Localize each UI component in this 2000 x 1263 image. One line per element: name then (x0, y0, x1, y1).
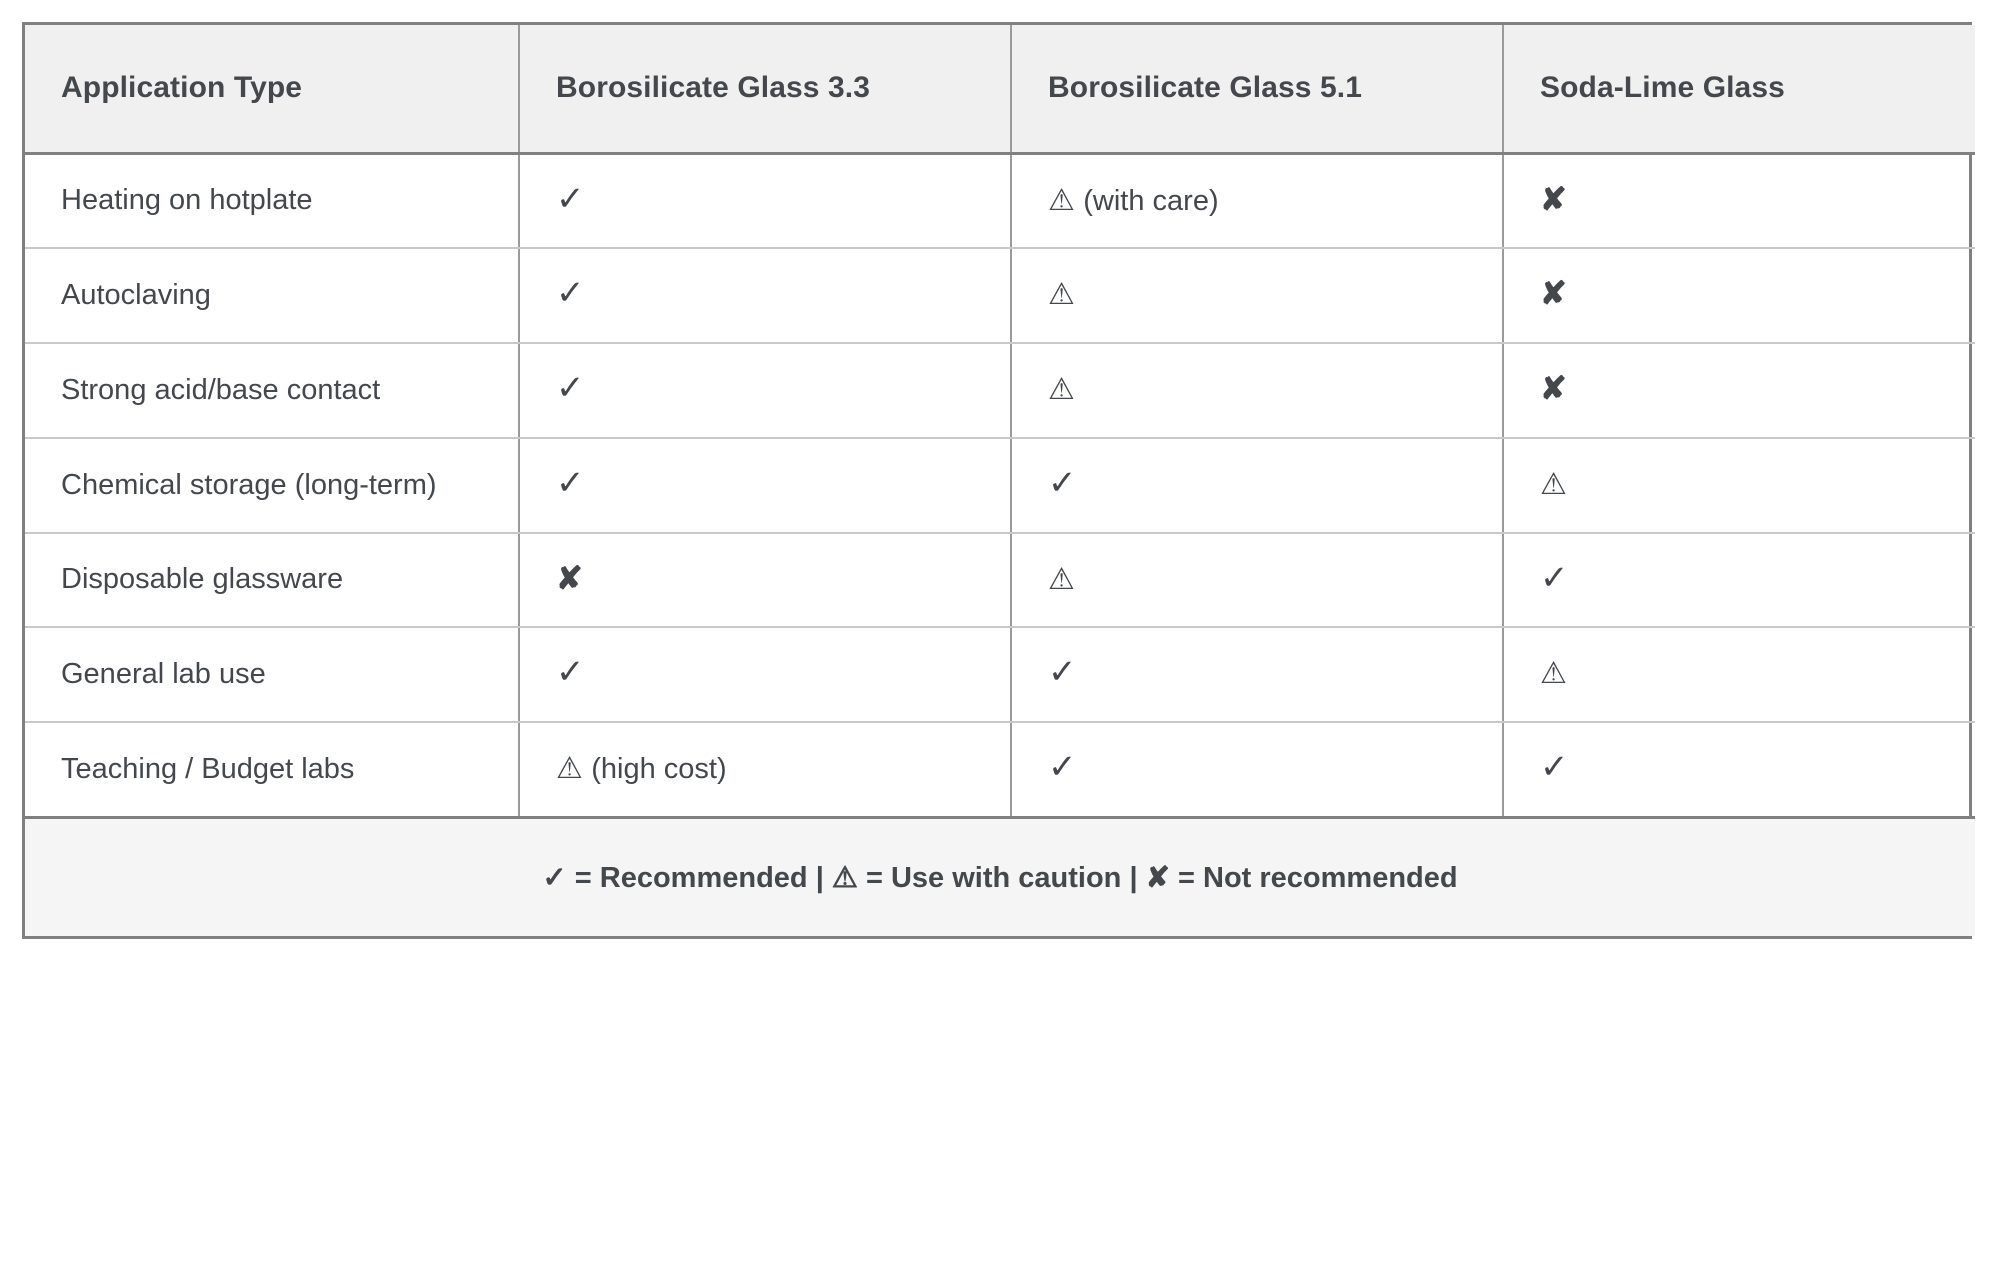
cell-soda-lime (1503, 248, 1975, 343)
check-icon: ✓ (556, 274, 585, 313)
cell-application: Teaching / Budget labs (25, 722, 519, 817)
table-row (25, 627, 1975, 722)
check-icon: ✓ (556, 369, 585, 408)
check-icon: ✓ (1048, 748, 1077, 787)
check-icon: ✓ (1048, 653, 1077, 692)
cross-icon: ✘ (1540, 275, 1567, 312)
legend-row (25, 818, 1975, 936)
check-icon: ✓ (542, 861, 567, 894)
warning-icon: ⚠ (1048, 562, 1075, 596)
cross-icon: ✘ (1540, 370, 1567, 407)
table-row (25, 153, 1975, 248)
cell-soda-lime (1503, 438, 1975, 533)
warning-icon: ⚠ (1048, 373, 1075, 407)
legend-separator: | (1129, 861, 1138, 894)
comparison-table-container (22, 22, 1972, 939)
column-header-soda-lime: Soda-Lime Glass (1503, 25, 1975, 153)
check-icon: ✓ (1540, 558, 1569, 597)
cell-application: Disposable glassware (25, 533, 519, 628)
cell-soda-lime (1503, 533, 1975, 628)
cell-boro33 (519, 533, 1011, 628)
check-icon: ✓ (1048, 463, 1077, 502)
cell-boro33 (519, 343, 1011, 438)
table-row (25, 533, 1975, 628)
cell-soda-lime (1503, 153, 1975, 248)
cell-application: Strong acid/base contact (25, 343, 519, 438)
cell-note: (high cost) (591, 753, 727, 786)
table-row (25, 343, 1975, 438)
table-footer (25, 818, 1975, 936)
warning-icon: ⚠ (831, 861, 858, 894)
glassware-comparison-table (25, 25, 1975, 936)
header-row (25, 25, 1975, 153)
table-body (25, 153, 1975, 818)
cell-boro33 (519, 627, 1011, 722)
cell-boro51 (1011, 533, 1503, 628)
cell-soda-lime (1503, 627, 1975, 722)
cell-boro33 (519, 153, 1011, 248)
cell-boro51 (1011, 438, 1503, 533)
column-header-application-type: Application Type (25, 25, 519, 153)
cell-boro33 (519, 722, 1011, 817)
cell-application: Chemical storage (long-term) (25, 438, 519, 533)
table-row (25, 722, 1975, 817)
cell-boro51 (1011, 627, 1503, 722)
cross-icon: ✘ (556, 559, 583, 596)
cell-application: Autoclaving (25, 248, 519, 343)
cell-soda-lime (1503, 722, 1975, 817)
legend-warn-text: = Use with caution (865, 861, 1122, 894)
cross-icon: ✘ (1145, 861, 1170, 894)
table-row (25, 248, 1975, 343)
legend-check-text: = Recommended (574, 861, 808, 894)
cell-boro51 (1011, 343, 1503, 438)
check-icon: ✓ (556, 463, 585, 502)
legend (25, 818, 1975, 936)
cell-boro51 (1011, 153, 1503, 248)
warning-icon: ⚠ (1540, 657, 1567, 691)
cell-boro33 (519, 438, 1011, 533)
cross-icon: ✘ (1540, 180, 1567, 217)
check-icon: ✓ (556, 179, 585, 218)
legend-separator: | (815, 861, 824, 894)
column-header-borosilicate-33: Borosilicate Glass 3.3 (519, 25, 1011, 153)
check-icon: ✓ (556, 653, 585, 692)
column-header-borosilicate-51: Borosilicate Glass 5.1 (1011, 25, 1503, 153)
cell-boro51 (1011, 248, 1503, 343)
legend-cross-text: = Not recommended (1178, 861, 1458, 894)
cell-boro51 (1011, 722, 1503, 817)
warning-icon: ⚠ (1540, 467, 1567, 501)
check-icon: ✓ (1540, 748, 1569, 787)
warning-icon: ⚠ (1048, 183, 1075, 217)
table-row (25, 438, 1975, 533)
warning-icon: ⚠ (1048, 278, 1075, 312)
cell-application: General lab use (25, 627, 519, 722)
cell-application: Heating on hotplate (25, 153, 519, 248)
cell-soda-lime (1503, 343, 1975, 438)
table-header (25, 25, 1975, 153)
cell-boro33 (519, 248, 1011, 343)
cell-note: (with care) (1083, 184, 1219, 217)
warning-icon: ⚠ (556, 752, 583, 786)
